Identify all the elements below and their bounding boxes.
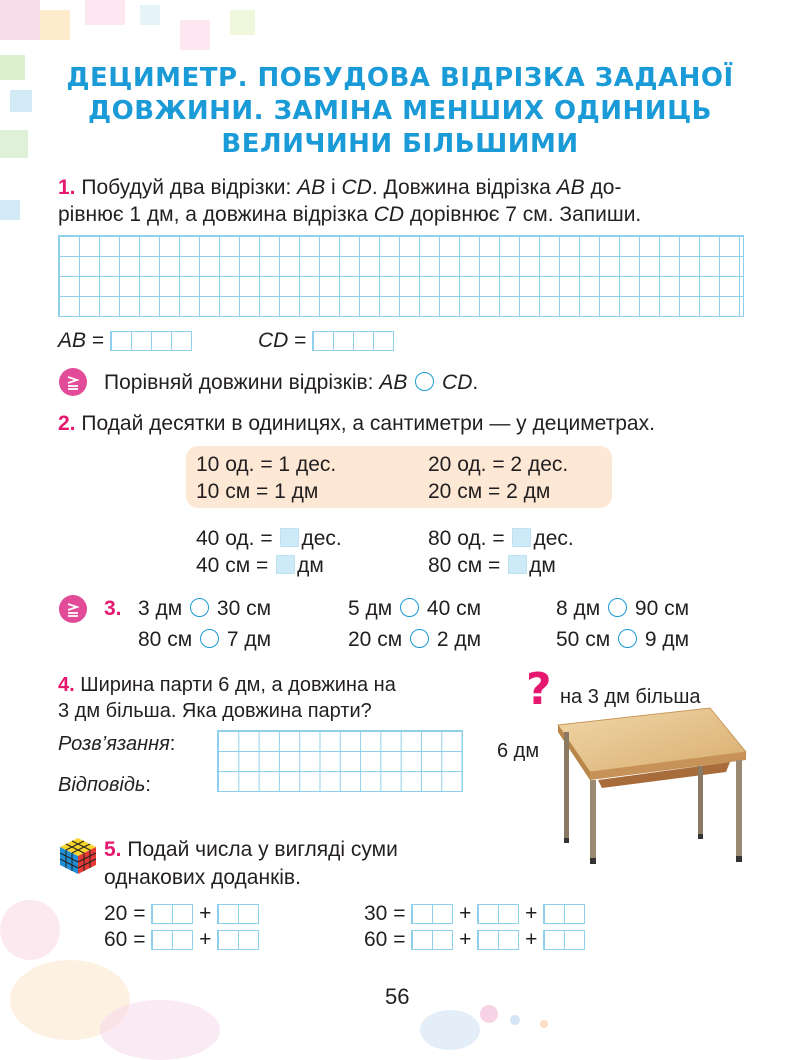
task3-number: 3. [104,597,122,620]
comparison-2 [348,595,481,622]
task1-number: 1. [58,176,76,199]
task5-number: 5. [104,838,122,861]
exercise-unit: дес. [301,527,342,550]
cd-answer-cells[interactable] [312,331,394,351]
task1-compare [104,369,478,396]
compare-text: Порівняй довжини відрізків: [104,371,380,394]
comparison-6 [556,626,689,653]
cd-answer-row [258,327,394,354]
question-mark: ? [526,664,552,715]
page-title [40,62,760,161]
addend-cells[interactable] [411,904,453,924]
task4-number: 4. [58,674,75,696]
segment-ab: AB [379,371,408,394]
exercise-3 [196,552,324,579]
task1-text: . Довжина відрізка [371,176,557,199]
comparison-right: 9 дм [644,628,690,651]
plus-sign: + [459,902,472,925]
plus-sign: + [459,928,472,951]
comparison-left: 5 дм [348,597,393,620]
exercise-text: 40 см = [196,554,269,577]
sum-number: 60 = [104,928,146,951]
addend-cells[interactable] [543,930,585,950]
answer-box[interactable] [512,528,531,547]
segment-ab: AB [297,176,326,199]
task4-text: Ширина парти 6 дм, а довжина на [74,674,396,696]
task1-text: Побудуй два відрізки: [75,176,298,199]
compare-circle[interactable] [400,598,419,617]
exercise-text: 80 см = [428,554,501,577]
exercise-text: 80 од. = [428,527,505,550]
task1-text: дорівнює 7 см. Запиши. [404,203,642,226]
comparison-right: 2 дм [436,628,482,651]
task1-text: до- [584,176,622,199]
solution-label [58,731,175,758]
colon: : [145,774,151,796]
length-hint: на 3 дм більша [560,686,701,708]
example-3: 10 см = 1 дм [196,480,319,503]
addend-cells[interactable] [151,930,193,950]
task5-line1 [104,836,398,863]
comparison-right: 30 см [216,597,272,620]
comparison-3 [556,595,689,622]
sum-number: 30 = [364,902,406,925]
plus-sign: + [199,928,212,951]
page-number: 56 [385,984,410,1009]
plus-sign: + [525,902,538,925]
task2-heading [58,410,655,437]
compare-circle[interactable] [190,598,209,617]
addend-cells[interactable] [477,930,519,950]
ab-answer-cells[interactable] [110,331,192,351]
answer-box[interactable] [280,528,299,547]
desk-illustration [550,700,750,875]
answer-box[interactable] [508,555,527,574]
comparison-right: 90 см [634,597,690,620]
task1-text: рівнює 1 дм, а довжина відрізка [58,203,374,226]
addend-cells[interactable] [411,930,453,950]
cd-label: CD [258,329,289,352]
compare-circle[interactable] [410,629,429,648]
comparison-right: 40 см [426,597,482,620]
comparison-1 [138,595,271,622]
comparison-left: 20 см [348,628,403,651]
sum-row-3 [364,900,585,927]
task4-line2: 3 дм більша. Яка довжина парти? [58,700,372,722]
addend-cells[interactable] [477,904,519,924]
task3-number-row [104,595,122,622]
addend-cells[interactable] [151,904,193,924]
drawing-grid[interactable] [58,235,744,317]
example-1: 10 од. = 1 дес. [196,453,337,476]
solution-grid[interactable] [217,730,463,792]
compare-icon [59,368,87,396]
task1-line2 [58,201,641,228]
segment-ab: AB [556,176,585,199]
exercise-unit: дм [529,554,556,577]
equals-sign: = [86,329,105,352]
title-line-1: ДЕЦИМЕТР. ПОБУДОВА ВІДРІЗКА ЗАДАНОЇ [66,63,734,93]
comparison-left: 3 дм [138,597,183,620]
exercise-unit: дм [297,554,324,577]
segment-cd: CD [373,203,405,226]
compare-circle[interactable] [618,629,637,648]
task4-line1 [58,672,396,699]
sum-number: 20 = [104,902,146,925]
title-line-2: ДОВЖИНИ. ЗАМІНА МЕНШИХ ОДИНИЦЬ [87,96,713,126]
comparison-right: 7 дм [226,628,272,651]
compare-icon [59,595,87,623]
title-line-3: ВЕЛИЧИНИ БІЛЬШИМИ [221,129,579,159]
sum-row-2 [104,926,259,953]
comparison-4 [138,626,271,653]
comparison-5 [348,626,481,653]
example-2: 20 од. = 2 дес. [428,453,569,476]
solution-text: Розв’язання [58,733,170,755]
addend-cells[interactable] [543,904,585,924]
segment-cd: CD [442,371,473,394]
comparison-left: 8 дм [556,597,601,620]
task1-text: і [325,176,342,199]
exercise-2 [428,525,574,552]
period: . [472,371,479,394]
comparison-left: 50 см [556,628,611,651]
addend-cells[interactable] [217,930,259,950]
exercise-text: 40 од. = [196,527,273,550]
task5-line2: однакових доданків. [104,866,301,889]
equals-sign: = [288,329,307,352]
rubiks-cube-icon [58,836,98,881]
task5-text: Подай числа у вигляді суми [121,838,398,861]
comparison-left: 80 см [138,628,193,651]
sum-number: 60 = [364,928,406,951]
width-label: 6 дм [497,740,540,762]
task2-number: 2. [58,412,76,435]
answer-text: Відповідь [58,774,146,796]
colon: : [169,733,176,755]
sum-row-1 [104,900,259,927]
compare-circle[interactable] [415,372,434,391]
answer-label [58,772,151,799]
sum-row-4 [364,926,585,953]
addend-cells[interactable] [217,904,259,924]
exercise-4 [428,552,556,579]
exercise-unit: дес. [533,527,574,550]
answer-box[interactable] [276,555,295,574]
segment-cd: CD [341,176,372,199]
task1-line1 [58,174,621,201]
ab-label: AB [58,329,87,352]
task2-text: Подай десятки в одиницях, а сантиметри — у дециметрах. [75,412,655,435]
exercise-1 [196,525,342,552]
compare-circle[interactable] [608,598,627,617]
ab-answer-row [58,327,192,354]
example-4: 20 см = 2 дм [428,480,551,503]
compare-circle[interactable] [200,629,219,648]
plus-sign: + [199,902,212,925]
plus-sign: + [525,928,538,951]
